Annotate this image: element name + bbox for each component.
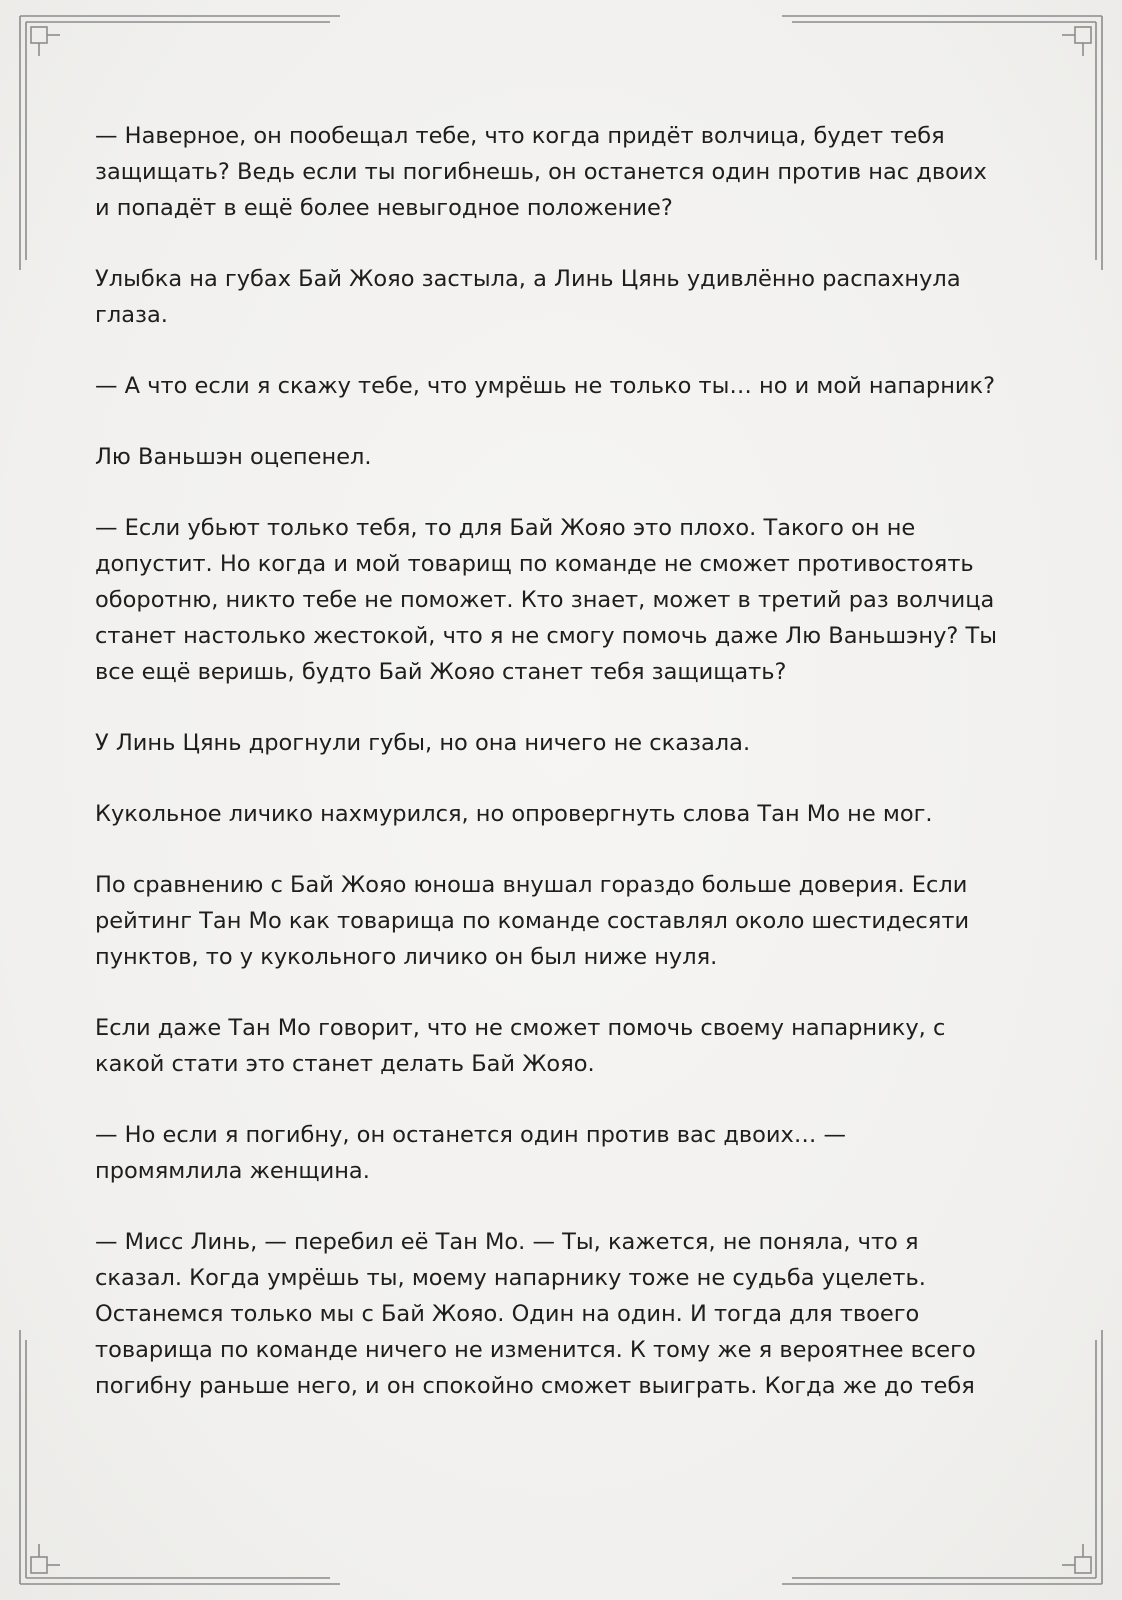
paragraph: — А что если я скажу тебе, что умрёшь не только ты… но и мой напарник? (95, 373, 996, 399)
paragraph: У Линь Цянь дрогнули губы, но она ничего не сказала. (95, 730, 751, 756)
paragraph: Если даже Тан Мо говорит, что не сможет помочь своему напарнику, с какой стати это станет делать Бай Жояо. (95, 1015, 946, 1077)
paragraph: Кукольное личико нахмурился, но опровергнуть слова Тан Мо не мог. (95, 801, 933, 827)
paragraph: Улыбка на губах Бай Жояо застыла, а Линь Цянь удивлённо распахнула глаза. (95, 266, 961, 328)
page-text (95, 118, 1035, 1439)
paragraph: — Если убьют только тебя, то для Бай Жояо это плохо. Такого он не допустит. Но когда и мой товарищ по команде не сможет противостоять оборотню, никто тебе не поможет. Кто знает, может в третий раз волчица станет настолько жестокой, что я не смогу помочь даже Лю Ваньшэну? Ты все ещё веришь, будто Бай Жояо станет тебя защищать? (95, 515, 998, 685)
paragraph: — Мисс Линь, — перебил её Тан Мо. — Ты, кажется, не поняла, что я сказал. Когда умрёшь ты, моему напарнику тоже не судьба уцелеть. Останемся только мы с Бай Жояо. Один на один. И тогда для твоего товарища по команде ничего не изменится. К тому же я вероятнее всего погибну раньше него, и он спокойно сможет выиграть. Когда же до тебя (95, 1229, 976, 1399)
paragraph: — Но если я погибну, он останется один против вас двоих… — промямлила женщина. (95, 1122, 847, 1184)
paragraph: Лю Ваньшэн оцепенел. (95, 444, 372, 470)
paragraph: — Наверное, он пообещал тебе, что когда придёт волчица, будет тебя защищать? Ведь если ты погибнешь, он останется один против нас двоих и попадёт в ещё более невыгодное положение? (95, 123, 987, 221)
paragraph: По сравнению с Бай Жояо юноша внушал гораздо больше доверия. Если рейтинг Тан Мо как товарища по команде составлял около шестидесяти пунктов, то у кукольного личико он был ниже нуля. (95, 872, 970, 970)
